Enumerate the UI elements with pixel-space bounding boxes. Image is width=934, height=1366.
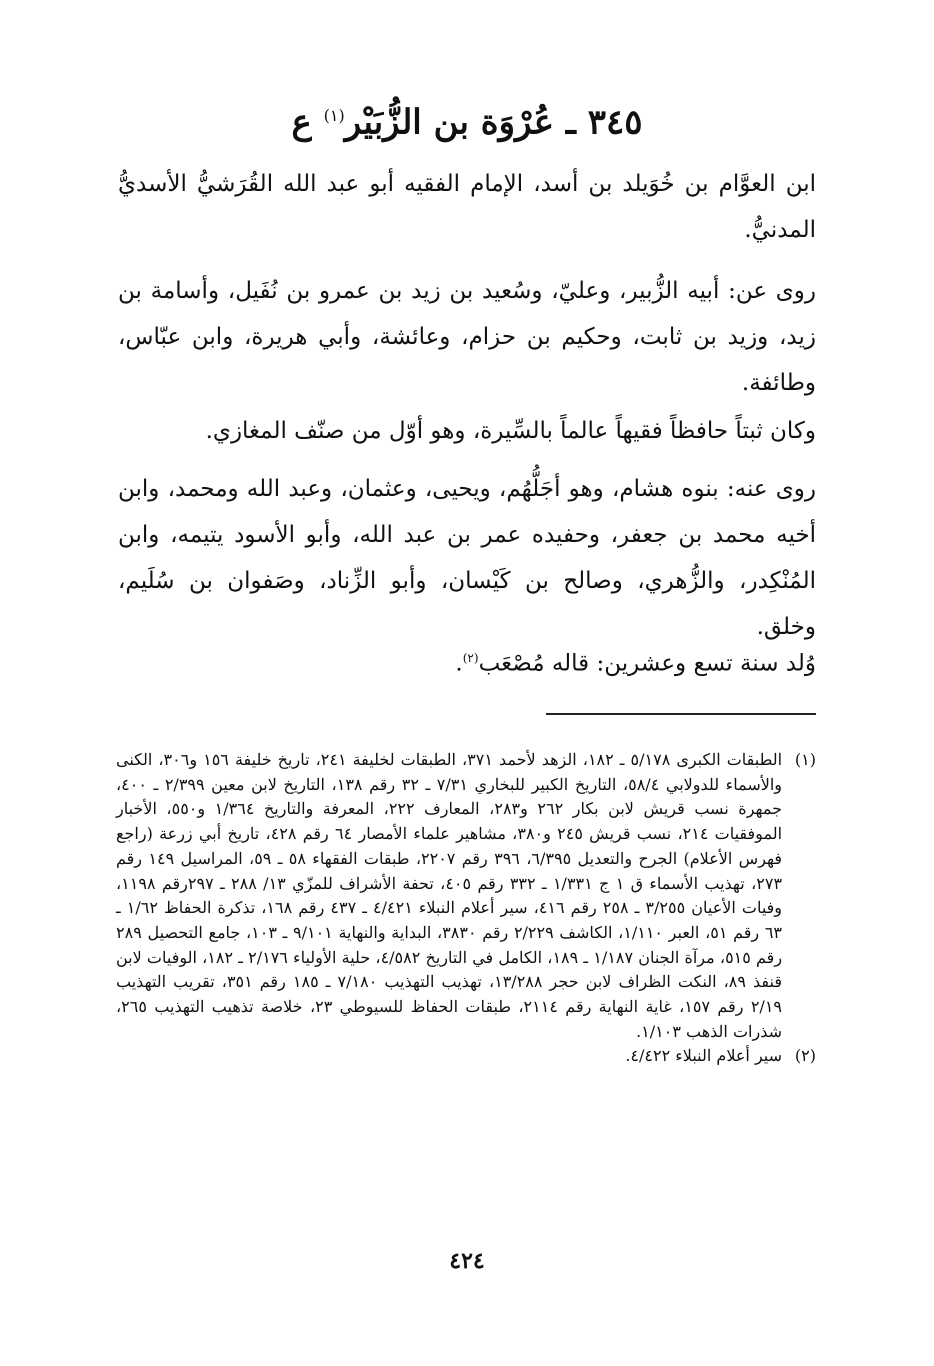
birth-footnote-ref: (٢)	[462, 651, 479, 665]
paragraph-description	[118, 408, 816, 454]
paragraph-narrated-from	[118, 268, 816, 406]
entry-symbol: ع	[291, 102, 324, 143]
paragraph-text: روى عنه: بنوه هشام، وهو أجَلُّهُم، ويحيى، وعثمان، وعبد الله ومحمد، وابن أخيه محمد بن جعفر، وحفيده عمر بن عبد الله، وأبو الأسود يتيمه، وابن المُنْكِدر، والزُّهري، وصالح بن كَيْسان، وأبو الزِّناد، وصَفوان بن سُلَيم، وخلق.	[118, 476, 816, 640]
footnote-2	[116, 1044, 816, 1069]
footnote-number: (٢)	[794, 1046, 816, 1066]
footnote-1	[116, 748, 816, 1044]
birth-text: وُلد سنة تسع وعشرين: قاله مُصْعَب	[478, 650, 816, 677]
paragraph-text: روى عن: أبيه الزُّبير، وعليّ، وسُعيد بن زيد بن عمرو بن نُفَيل، وأسامة بن زيد، وزيد بن ثابت، وحكيم بن حزام، وعائشة، وأبي هريرة، وابن عبّاس، وطائفة.	[118, 278, 816, 396]
birth-end: .	[455, 650, 463, 677]
page-number: ٤٢٤	[449, 1248, 485, 1274]
paragraph-birth	[118, 635, 816, 687]
footnotes	[116, 748, 816, 1069]
paragraph-text: ابن العوَّام بن خُوَيلد بن أسد، الإمام الفقيه أبو عبد الله القُرَشيُّ الأسديُّ المدنيُّ.	[118, 171, 816, 243]
footnote-number: (١)	[794, 750, 816, 769]
entry-number: ٣٤٥	[587, 102, 643, 143]
footnote-text: سير أعلام النبلاء ٤/٤٢٢.	[625, 1046, 782, 1066]
entry-name: عُرْوَة بن الزُّبَيْر	[344, 102, 555, 143]
paragraph-narrated-by	[118, 466, 816, 650]
entry-dash: ـ	[554, 102, 588, 143]
paragraph-lineage	[118, 161, 816, 253]
footnote-divider	[546, 713, 816, 715]
footnote-text: الطبقات الكبرى ٥/١٧٨ ـ ١٨٢، الزهد لأحمد ٣٧١، الطبقات لخليفة ٢٤١، تاريخ خليفة ١٥٦ و٣٠٦، الكنى والأسماء للدولابي ٥٨/٤، التاريخ الكبير للبخاري ٧/٣١ ـ ٣٢ رقم ١٣٨، التاريخ لابن معين ٢/٣٩٩ ـ ٤٠٠، جمهرة نسب قريش لابن بكار ٢٦٢ و٢٨٣، المعارف ٢٢٢، المعرفة والتاريخ ١/٣٦٤ و٥٥٠، الأخبار الموفقيات ٢١٤، نسب قريش ٢٤٥ و٣٨٠، مشاهير علماء الأمصار ٦٤ رقم ٤٢٨، تاريخ أبي زرعة (راجع فهرس الأعلام) الجرح والتعديل ٦/٣٩٥، ٣٩٦ رقم ٢٢٠٧، طبقات الفقهاء ٥٨ ـ ٥٩، المراسيل ١٤٩ رقم ٢٧٣، تهذيب الأسماء ق ١ ج ١/٣٣١ ـ ٣٣٢ رقم ٤٠٥، تحفة الأشراف للمزّي ١٣/ ٢٨٨ ـ ٢٩٧رقم ١١٩٨، وفيات الأعيان ٣/٢٥٥ ـ ٢٥٨ رقم ٤١٦، سير أعلام النبلاء ٤/٤٢١ ـ ٤٣٧ رقم ١٦٨، تذكرة الحفاظ ١/٦٢ ـ ٦٣ رقم ٥١، العبر ١/١١٠، الكاشف ٢/٢٢٩ رقم ٣٨٣٠، البداية والنهاية ٩/١٠١ ـ ١٠٣، جامع التحصيل ٢٨٩ رقم ٥١٥، مرآة الجنان ١/١٨٧ ـ ١٨٩، الكامل في التاريخ ٤/٥٨٢، حلية الأولياء ٢/١٧٦ ـ ١٨٢، الوفيات لابن قنفذ ٨٩، النكت الظراف لابن حجر ١٣/٢٨٨، تهذيب التهذيب ٧/١٨٠ ـ ١٨٥ رقم ٣٥١، تقريب التهذيب ٢/١٩ رقم ١٥٧، غاية النهاية رقم ٢١١٤، طبقات الحفاظ للسيوطي ٢٣، خلاصة تذهيب التهذيب ٢٦٥، شذرات الذهب ١/١٠٣.	[116, 750, 783, 1041]
heading-footnote-ref: (١)	[323, 106, 345, 125]
paragraph-text: وكان ثبتاً حافظاً فقيهاً عالماً بالسِّيرة، وهو أوّل من صنّف المغازي.	[205, 418, 816, 444]
entry-heading	[0, 92, 934, 146]
